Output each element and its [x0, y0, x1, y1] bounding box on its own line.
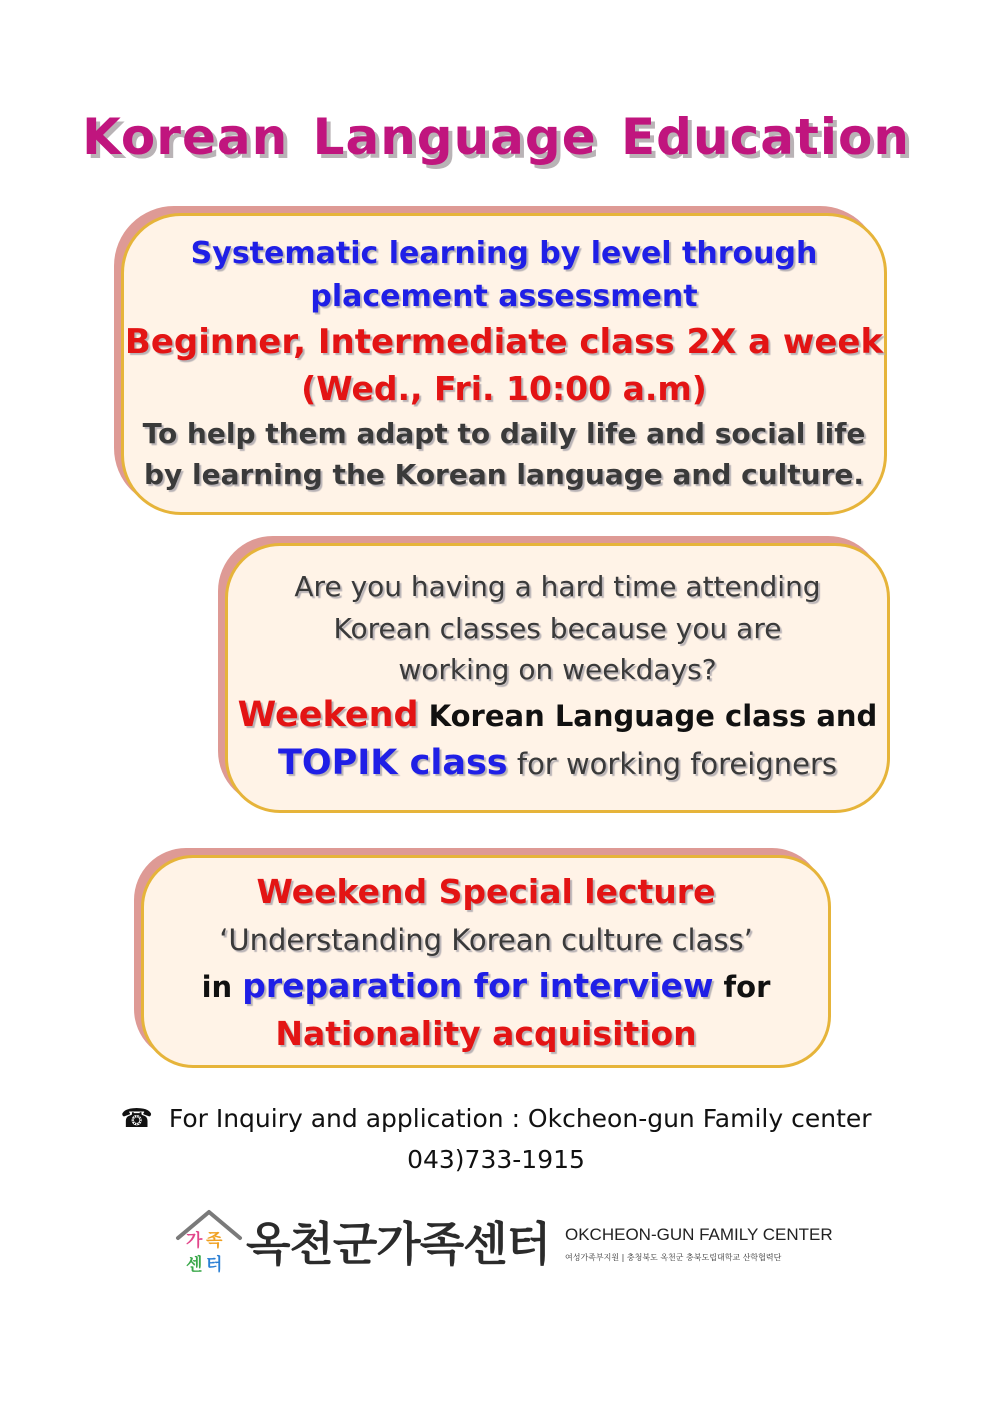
panel2-line3: working on weekdays? [398, 653, 717, 686]
panel3-nationality: Nationality acquisition [275, 1014, 697, 1053]
panel3-line3 [144, 964, 828, 1009]
svg-text:족: 족 [206, 1231, 223, 1251]
panel2-line5 [228, 742, 887, 785]
panel2-line2: Korean classes because you are [333, 612, 782, 645]
panel1-line2: placement assessment [310, 279, 698, 314]
logo-mark-top: 가 [186, 1231, 203, 1251]
logo-subtitle: 여성가족부지원 | 충청북도 옥천군 충북도립대학교 산학협력단 [565, 1253, 782, 1262]
panel1-schedule: Beginner, Intermediate class 2X a week [124, 322, 884, 362]
house-logo-icon [174, 1208, 244, 1276]
class-info-panel [121, 213, 887, 515]
telephone-icon: ☎ [120, 1104, 153, 1134]
panel1-line1: Systematic learning by level through [190, 236, 818, 271]
panel1-line6: by learning the Korean language and culture. [143, 458, 865, 491]
inquiry-phone: 043)733-1915 [407, 1145, 585, 1174]
panel3-in: in [201, 970, 243, 1004]
panel2-topik: TOPIK class [278, 743, 508, 783]
svg-text:터: 터 [206, 1255, 223, 1275]
inquiry-text: For Inquiry and application : Okcheon-gun Family center [168, 1104, 872, 1133]
poster-title: Korean Language Education [82, 108, 910, 166]
panel2-line5-rest: for working foreigners [507, 747, 837, 781]
panel1-line5: To help them adapt to daily life and social life [142, 417, 866, 450]
weekend-class-panel [225, 543, 890, 813]
panel2-line4-rest: Korean Language class and [418, 699, 878, 733]
svg-text:센: 센 [186, 1255, 203, 1275]
panel2-weekend: Weekend [237, 695, 419, 735]
special-lecture-panel [141, 855, 831, 1068]
panel3-for: for [713, 970, 771, 1004]
panel3-heading: Weekend Special lecture [256, 872, 716, 911]
panel2-line4 [228, 694, 887, 737]
logo-english-name: OKCHEON-GUN FAMILY CENTER [565, 1225, 833, 1244]
inquiry-line [0, 1102, 992, 1136]
panel2-line1: Are you having a hard time attending [294, 570, 821, 603]
panel3-preparation: preparation for interview [242, 966, 714, 1005]
panel1-time: (Wed., Fri. 10:00 a.m) [301, 369, 707, 408]
logo-korean-name: 옥천군가족센터 [246, 1217, 551, 1271]
panel3-line2: ‘Understanding Korean culture class’ [219, 923, 753, 957]
center-logo [174, 1208, 834, 1280]
